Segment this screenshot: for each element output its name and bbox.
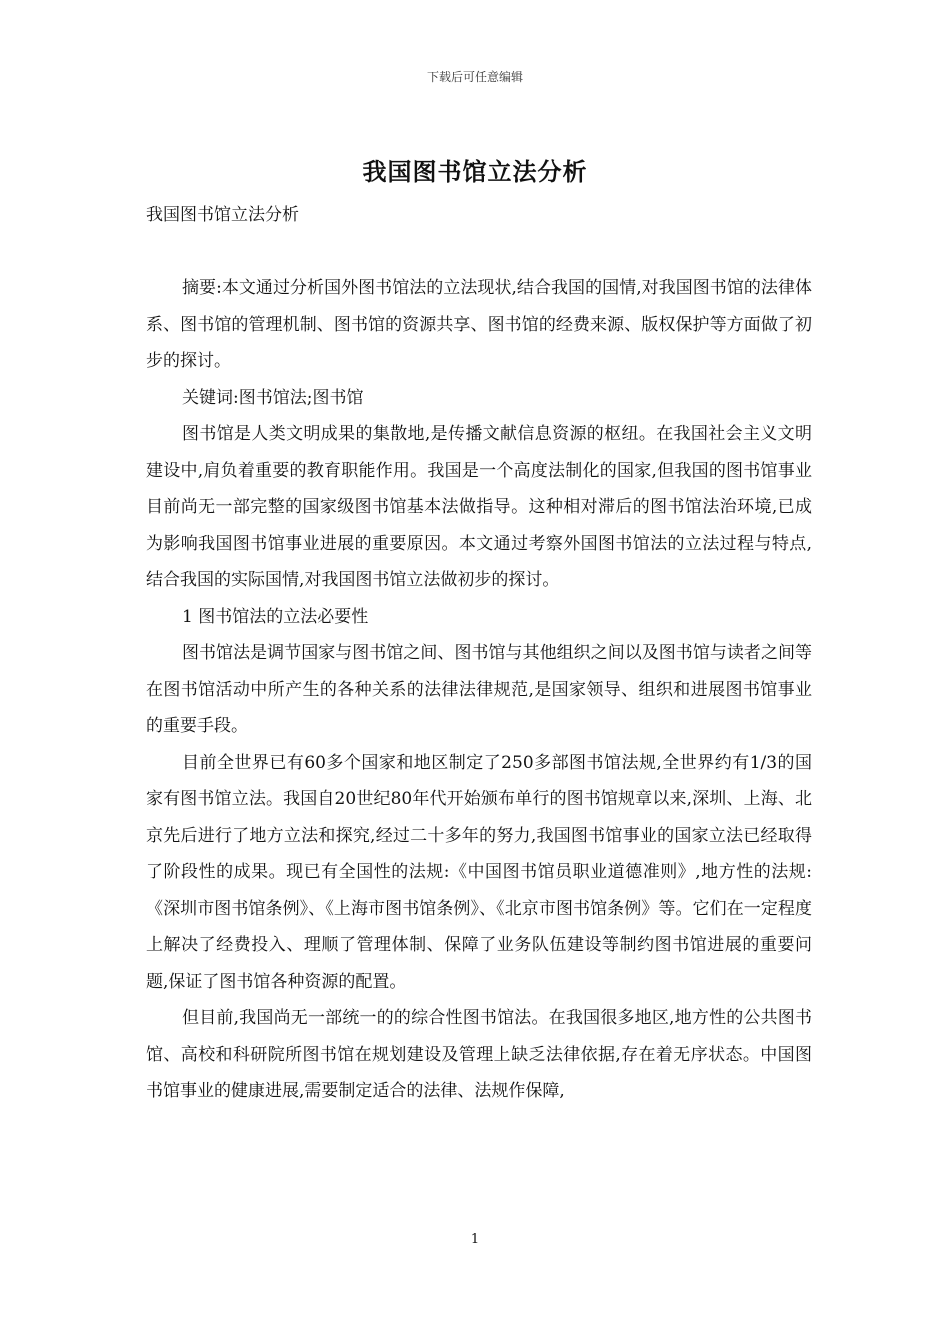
body-paragraph: 目前全世界已有60多个国家和地区制定了250多部图书馆法规,全世界约有1/3的国家有图书馆立法。我国自20世纪80年代开始颁布单行的图书馆规章以来,深圳、上海、北京先后进行了地方立法和探究,经过二十多年的努力,我国图书馆事业的国家立法已经取得了阶段性的成果。现已有全国性的法规:《中国图书馆员职业道德准则》,地方性的法规:《深圳市图书馆条例》、《上海市图书馆条例》、《北京市图书馆条例》等。它们在一定程度上解决了经费投入、理顺了管理体制、保障了业务队伍建设等制约图书馆进展的重要问题,保证了图书馆各种资源的配置。 <box>146 752 812 992</box>
document-subtitle: 我国图书馆立法分析 <box>146 205 299 225</box>
section-heading: 1 图书馆法的立法必要性 <box>182 606 369 627</box>
body-paragraph: 但目前,我国尚无一部统一的的综合性图书馆法。在我国很多地区,地方性的公共图书馆、高校和科研院所图书馆在规划建设及管理上缺乏法律依据,存在着无序状态。中国图书馆事业的健康进展,需要制定适合的法律、法规作保障, <box>146 1008 812 1101</box>
document-title: 我国图书馆立法分析 <box>362 157 588 186</box>
intro-paragraph: 图书馆是人类文明成果的集散地,是传播文献信息资源的枢纽。在我国社会主义文明建设中,肩负着重要的教育职能作用。我国是一个高度法制化的国家,但我国的图书馆事业目前尚无一部完整的国家级图书馆基本法做指导。这种相对滞后的图书馆法治环境,已成为影响我国图书馆事业进展的重要原因。本文通过考察外国图书馆法的立法过程与特点,结合我国的实际国情,对我国图书馆立法做初步的探讨。 <box>146 424 812 590</box>
abstract-paragraph: 摘要:本文通过分析国外图书馆法的立法现状,结合我国的国情,对我国图书馆的法律体系、图书馆的管理机制、图书馆的资源共享、图书馆的经费来源、版权保护等方面做了初步的探讨。 <box>146 278 812 371</box>
page-header-note: 下载后可任意编辑 <box>426 70 523 84</box>
page-number: 1 <box>470 1232 480 1247</box>
body-paragraph: 图书馆法是调节国家与图书馆之间、图书馆与其他组织之间以及图书馆与读者之间等在图书馆活动中所产生的各种关系的法律法律规范,是国家领导、组织和进展图书馆事业的重要手段。 <box>146 643 812 736</box>
document-body <box>146 270 812 1110</box>
keywords-paragraph: 关键词:图书馆法;图书馆 <box>182 387 364 408</box>
